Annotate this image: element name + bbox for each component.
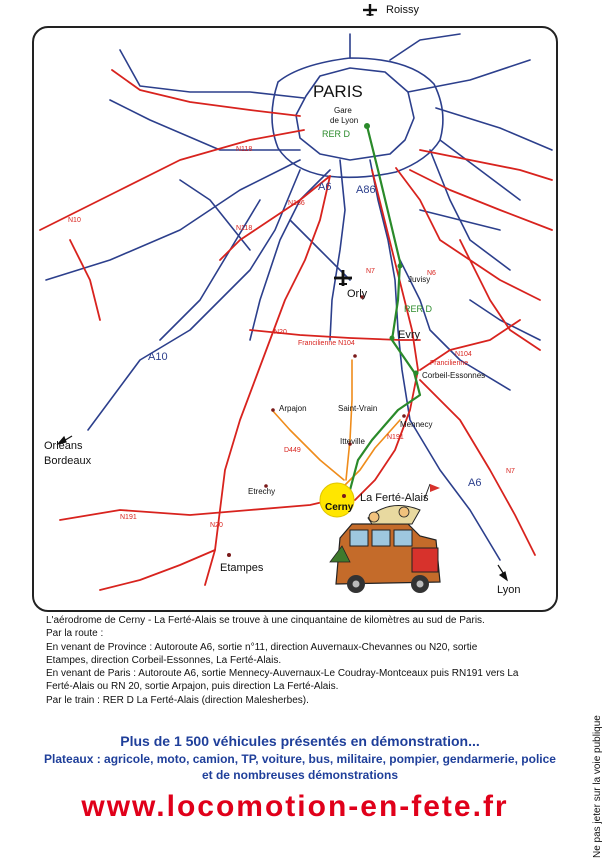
label-francilienne-n104: Francilienne N104 bbox=[298, 340, 355, 347]
label-a6-bottom: A6 bbox=[468, 477, 482, 489]
station-corbeil bbox=[414, 371, 419, 376]
label-arpajon: Arpajon bbox=[279, 404, 307, 413]
label-n20-bottom: N20 bbox=[210, 522, 223, 529]
label-n7-bottom: N7 bbox=[506, 468, 515, 475]
road-a6 bbox=[330, 160, 345, 340]
info-line: Par la route : bbox=[46, 628, 104, 640]
label-d449: D449 bbox=[284, 447, 301, 454]
headline: Plus de 1 500 véhicules présentés en démonstration... bbox=[120, 733, 480, 749]
label-a6-top: A6 bbox=[318, 181, 332, 193]
label-la-ferte-alais: La Ferté-Alais bbox=[360, 492, 429, 504]
label-a10: A10 bbox=[148, 351, 168, 363]
label-corbeil: Corbeil-Essonnes bbox=[422, 371, 486, 380]
arrow-lyon-icon bbox=[498, 565, 507, 580]
label-n118-top: N118 bbox=[236, 146, 253, 153]
label-mennecy: Mennecy bbox=[400, 420, 433, 429]
station-juvisy bbox=[398, 264, 403, 269]
label-itteville: Itteville bbox=[340, 437, 365, 446]
label-bordeaux: Bordeaux bbox=[44, 455, 92, 467]
label-juvisy: Juvisy bbox=[408, 275, 431, 284]
label-rer-d-top: RER D bbox=[322, 129, 351, 139]
airplane-roissy-icon bbox=[363, 4, 377, 16]
label-cerny: Cerny bbox=[325, 502, 354, 513]
label-n191-right: N191 bbox=[387, 434, 404, 441]
label-n6: N6 bbox=[427, 270, 436, 277]
road-n20 bbox=[205, 176, 330, 585]
station-gare-de-lyon bbox=[364, 123, 370, 129]
label-evry: Evry bbox=[398, 329, 420, 341]
info-line: Par le train : RER D La Ferté-Alais (direction Malesherbes). bbox=[46, 694, 309, 706]
label-lyon: Lyon bbox=[497, 584, 521, 596]
label-n118-mid: N118 bbox=[236, 225, 253, 232]
directions-text bbox=[46, 614, 566, 707]
label-francilienne-right: Francilienne bbox=[430, 360, 469, 367]
label-gare: Gare bbox=[334, 106, 352, 115]
info-line: L'aérodrome de Cerny - La Ferté-Alais se trouve à une cinquantaine de kilomètres au sud de Paris. bbox=[46, 615, 485, 626]
label-saint-vrain: Saint-Vrain bbox=[338, 404, 378, 413]
label-n186: N186 bbox=[288, 200, 305, 207]
label-roissy: Roissy bbox=[386, 4, 420, 16]
label-etampes: Etampes bbox=[220, 562, 264, 574]
label-n104-right: N104 bbox=[455, 351, 472, 358]
label-n191-left: N191 bbox=[120, 514, 137, 521]
label-n7-top: N7 bbox=[366, 268, 375, 275]
label-n20-mid: N20 bbox=[274, 329, 287, 336]
info-line: En venant de Province : Autoroute A6, sortie n°11, direction Auvernaux-Chevannes ou N20, sortie bbox=[46, 641, 478, 653]
info-line: En venant de Paris : Autoroute A6, sortie Mennecy-Auvernaux-Le Coudray-Montceaux puis RN191 vers La bbox=[46, 668, 519, 680]
subline-plateaux: Plateaux : agricole, moto, camion, TP, voiture, bus, militaire, pompier, gendarmerie, police bbox=[44, 752, 556, 766]
info-line: Etampes, direction Corbeil-Essonnes, La Ferté-Alais. bbox=[46, 654, 282, 666]
label-paris: PARIS bbox=[313, 82, 363, 101]
road-a10 bbox=[88, 170, 300, 430]
info-line: Ferté-Alais ou RN 20, sortie Arpajon, puis direction La Ferté-Alais. bbox=[46, 681, 339, 693]
label-orleans: Orléans bbox=[44, 440, 83, 452]
website-link[interactable]: www.locomotion-en-fete.fr bbox=[81, 790, 509, 823]
side-note: Ne pas jeter sur la voie publique bbox=[592, 715, 603, 858]
label-orly: Orly bbox=[347, 288, 368, 300]
label-rer-d-mid: RER D bbox=[404, 304, 433, 314]
subline-demonstrations: et de nombreuses démonstrations bbox=[201, 768, 399, 782]
label-n10: N10 bbox=[68, 217, 81, 224]
label-etrechy: Etrechy bbox=[248, 487, 276, 496]
label-a86: A86 bbox=[356, 184, 376, 196]
station-evry bbox=[390, 336, 395, 341]
label-de-lyon: de Lyon bbox=[330, 116, 359, 125]
